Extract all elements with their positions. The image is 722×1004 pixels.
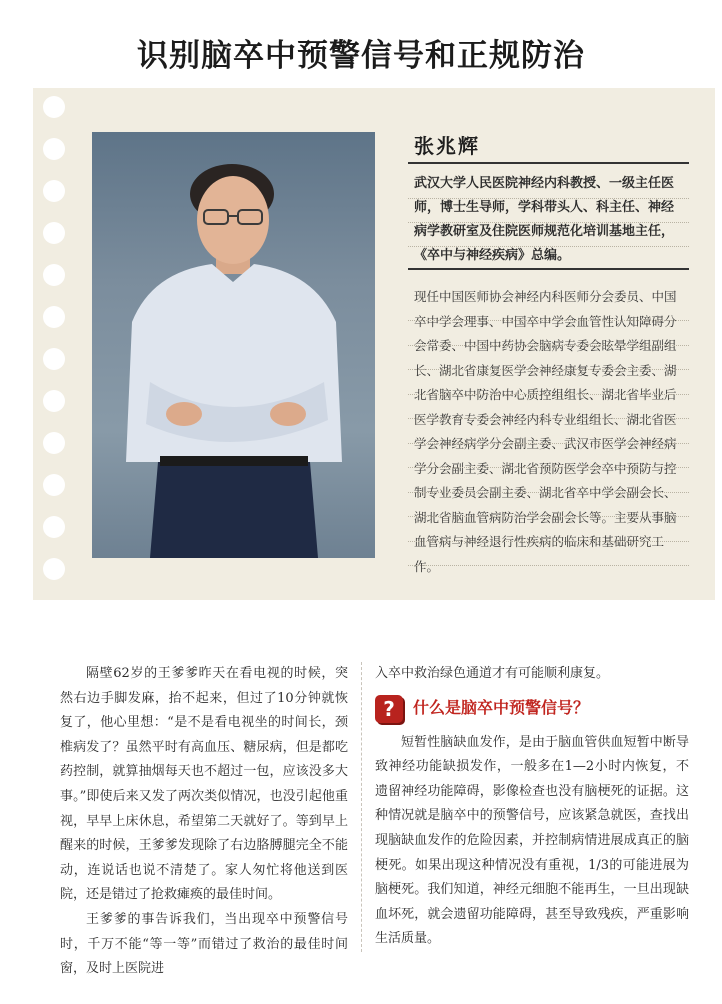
author-name: 张兆辉 [414,134,480,158]
binder-hole [43,264,65,286]
ruled-line [408,418,689,419]
binder-hole [43,348,65,370]
page-title: 识别脑卒中预警信号和正规防治 [137,38,585,74]
ruled-line [408,345,689,346]
question-icon: ? [375,695,403,723]
divider [408,162,689,164]
ruled-line [408,443,689,444]
article-paragraph: 王爹爹的事告诉我们，当出现卒中预警信号时，千万不能“等一等”而错过了救治的最佳时间窗，及时上医院进 [60,911,348,977]
section-title: 什么是脑卒中预警信号？ [413,698,590,718]
article-paragraph: 隔壁62岁的王爹爹昨天在看电视的时候，突然右边手脚发麻，抬不起来，但过了10分钟就恢复了，他心里想：“是不是看电视坐的时间长，颈椎病发了？虽然平时有高血压、糖尿病，但是都吃药控制，就算抽烟每天也不超过一包，应该没多大事。”即使后来又发了两次类似情况，也没引起他重视，早早上床休息，希望第二天就好了。等到早上醒来的时候，王爹爹发现除了右边胳膊腿完全不能动，连说话也说不清楚了。家人匆忙将他送到医院，还是错过了抢救瘫痪的最佳时间。 [60,666,348,903]
ruled-line [408,320,689,321]
column-divider [361,662,362,952]
author-credentials: 武汉大学人民医院神经内科教授、一级主任医师，博士生导师，学科带头人、科主任、神经病学教研室及住院医师规范化培训基地主任，《卒中与神经疾病》总编。 [414,176,675,263]
binder-hole [43,390,65,412]
article-paragraph-continued: 入卒中救治绿色通道才有可能顺利康复。 [375,666,610,681]
binder-hole [43,432,65,454]
ruled-line [408,246,689,247]
author-photo [92,132,375,558]
article-paragraph: 短暂性脑缺血发作，是由于脑血管供血短暂中断导致神经功能缺损发作，一般多在1—2小时内恢复，不遗留神经功能障碍，影像检查也没有脑梗死的证据。这种情况就是脑卒中的预警信号，应该紧急就医，查找出现脑缺血发作的危险因素，并控制病情进展成真正的脑梗死。如果出现这种情况没有重视，1/3的可能进展为脑梗死。我们知道，神经元细胞不能再生，一旦出现缺血坏死，就会遗留功能障碍，甚至导致残疾，严重影响生活质量。 [375,734,689,947]
binder-hole [43,96,65,118]
ruled-line [408,541,689,542]
binder-hole [43,222,65,244]
ruled-line [408,222,689,223]
section-heading [375,695,689,723]
ruled-line [408,565,689,566]
ruled-line [408,492,689,493]
binder-hole [43,180,65,202]
ruled-line [408,369,689,370]
binder-hole [43,558,65,580]
article-column-right [375,662,689,952]
binder-hole [43,138,65,160]
divider [408,268,689,270]
ruled-line [408,198,689,199]
author-bio: 现任中国医师协会神经内科医师分会委员、中国卒中学会理事、中国卒中学会血管性认知障碍分会常委、中国中药协会脑病专委会眩晕学组副组长、湖北省康复医学会神经康复专委会主委、湖北省脑卒中防治中心质控组组长、湖北省毕业后医学教育专委会神经内科专业组组长、湖北省医学会神经病学分会副主委、武汉市医学会神经病学分会副主委、湖北省预防医学会卒中预防与控制专业委员会副主委、湖北省卒中学会副会长、湖北省脑血管病防治学会副会长等。主要从事脑血管病与神经退行性疾病的临床和基础研究工作。 [414,289,677,574]
binder-hole [43,516,65,538]
ruled-line [408,467,689,468]
binder-hole [43,306,65,328]
article-column-left [60,662,348,982]
author-profile-card [33,88,715,600]
portrait-illustration [92,132,375,558]
binder-hole [43,474,65,496]
ruled-line [408,394,689,395]
ruled-line [408,516,689,517]
